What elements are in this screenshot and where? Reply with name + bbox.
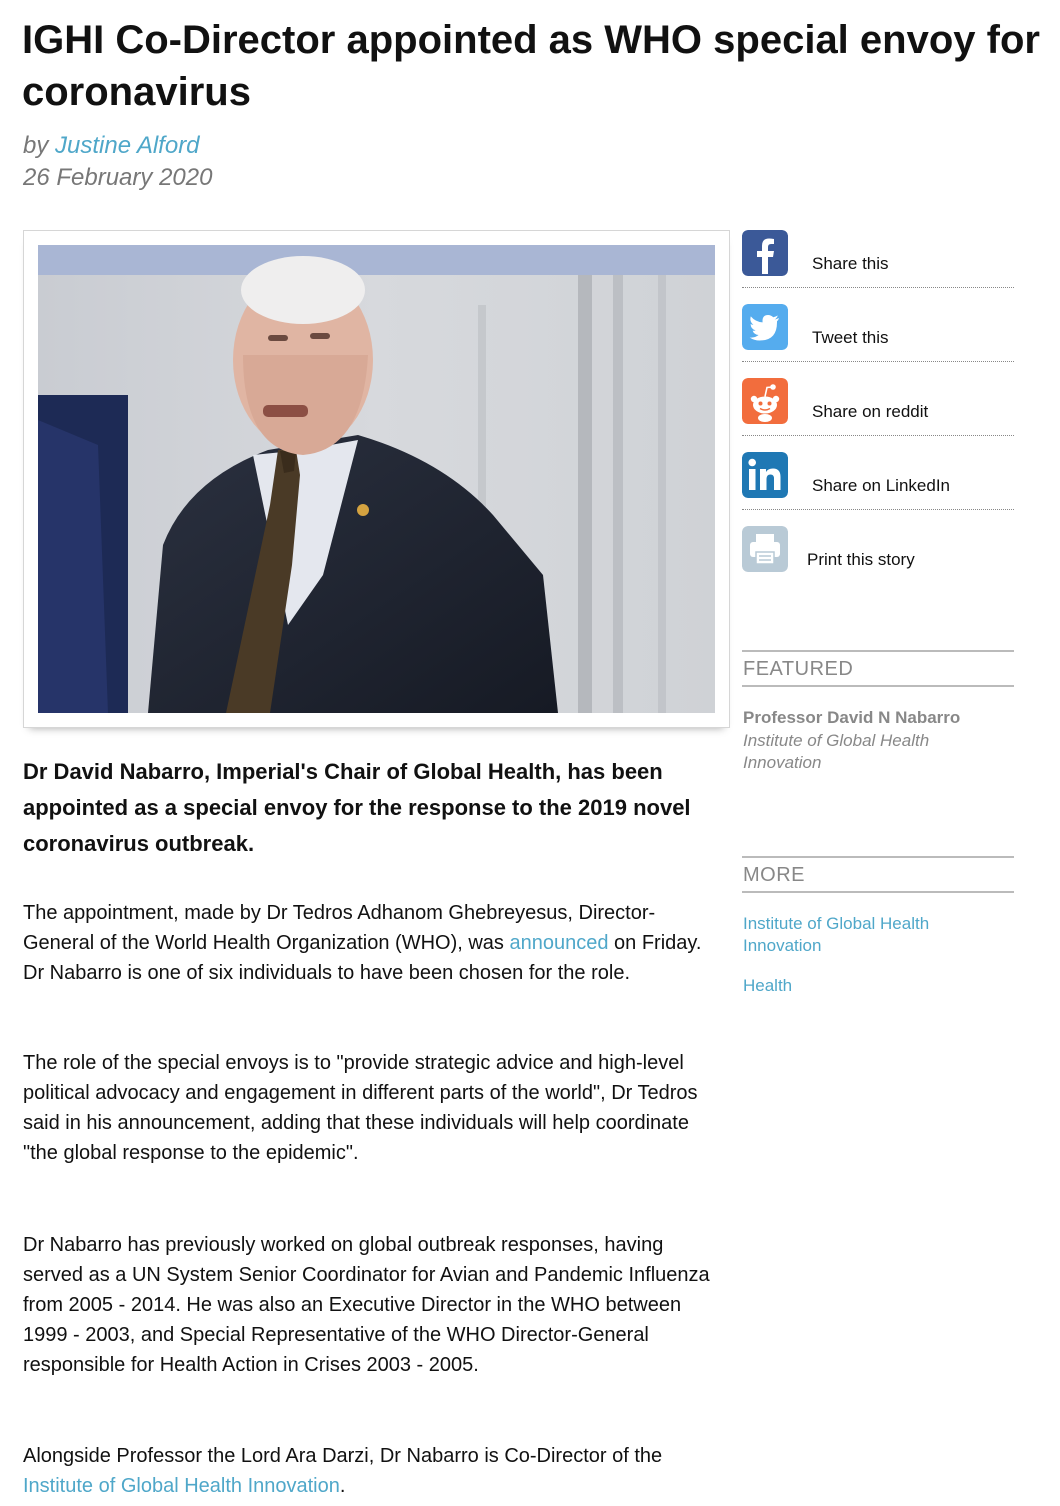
ighi-link[interactable]: Institute of Global Health Innovation	[23, 1475, 340, 1497]
announced-link[interactable]: announced	[509, 932, 609, 954]
facebook-icon	[742, 230, 788, 276]
share-linkedin-label: Share on LinkedIn	[812, 476, 950, 495]
share-divider	[742, 361, 1014, 362]
article-lead: Dr David Nabarro, Imperial's Chair of Global Health, has been appointed as a special envoy for the response to the 2019 novel coronavirus outbreak.	[23, 759, 691, 856]
article-paragraph-3: Dr Nabarro has previously worked on global outbreak responses, having served as a UN System Senior Coordinator for Avian and Pandemic Influenza from 2005 - 2014. He was also an Executive Director in the WHO between 1999 - 2003, and Special Representative of the WHO Director-General responsible for Health Action in Crises 2003 - 2005.	[23, 1234, 710, 1376]
share-divider	[742, 435, 1014, 436]
p4-text-after: .	[339, 1475, 346, 1497]
reddit-icon	[742, 378, 788, 424]
p1-text-before: The appointment, made by Dr Tedros Adhanom Ghebreyesus, Director-General of the World Health Organization (WHO), was	[23, 902, 656, 954]
share-divider	[742, 287, 1014, 288]
printer-icon	[742, 526, 788, 572]
share-divider	[742, 509, 1014, 510]
featured-person-affiliation: Institute of Global Health Innovation	[743, 731, 930, 772]
share-facebook[interactable]	[742, 230, 1014, 304]
byline	[23, 130, 200, 162]
print-story-label: Print this story	[807, 550, 915, 569]
more-heading: MORE	[742, 856, 1014, 893]
share-reddit[interactable]	[742, 378, 1014, 452]
author-link[interactable]: Justine Alford	[55, 132, 200, 159]
byline-prefix: by	[23, 132, 56, 159]
share-linkedin[interactable]	[742, 452, 1014, 526]
share-twitter[interactable]	[742, 304, 1014, 378]
p1-text-after: on Friday. Dr Nabarro is one of six individuals to have been chosen for the role.	[23, 932, 702, 984]
share-twitter-label: Tweet this	[812, 328, 889, 347]
featured-heading: FEATURED	[742, 650, 1014, 687]
article-paragraph-4	[23, 1441, 723, 1501]
article-date: 26 February 2020	[23, 164, 213, 191]
article-paragraph-1	[23, 898, 723, 988]
linkedin-icon	[742, 452, 788, 498]
article-photo-frame	[23, 230, 730, 728]
featured-person-name[interactable]: Professor David N Nabarro	[743, 708, 961, 727]
print-story[interactable]	[742, 526, 1014, 600]
article-title: IGHI Co-Director appointed as WHO special envoy for coronavirus	[22, 18, 1040, 114]
more-link-health[interactable]: Health	[743, 976, 793, 995]
article-paragraph-2: The role of the special envoys is to "provide strategic advice and high-level political advocacy and engagement in different parts of the world", Dr Tedros said in his announcement, adding that these individuals will help coordinate "the global response to the epidemic".	[23, 1052, 698, 1164]
more-link-ighi[interactable]: Institute of Global Health Innovation	[743, 914, 930, 955]
share-reddit-label: Share on reddit	[812, 402, 929, 421]
p4-text-before: Alongside Professor the Lord Ara Darzi, Dr Nabarro is Co-Director of the	[23, 1445, 663, 1467]
twitter-icon	[742, 304, 788, 350]
article-photo	[38, 245, 715, 713]
share-facebook-label: Share this	[812, 254, 889, 273]
